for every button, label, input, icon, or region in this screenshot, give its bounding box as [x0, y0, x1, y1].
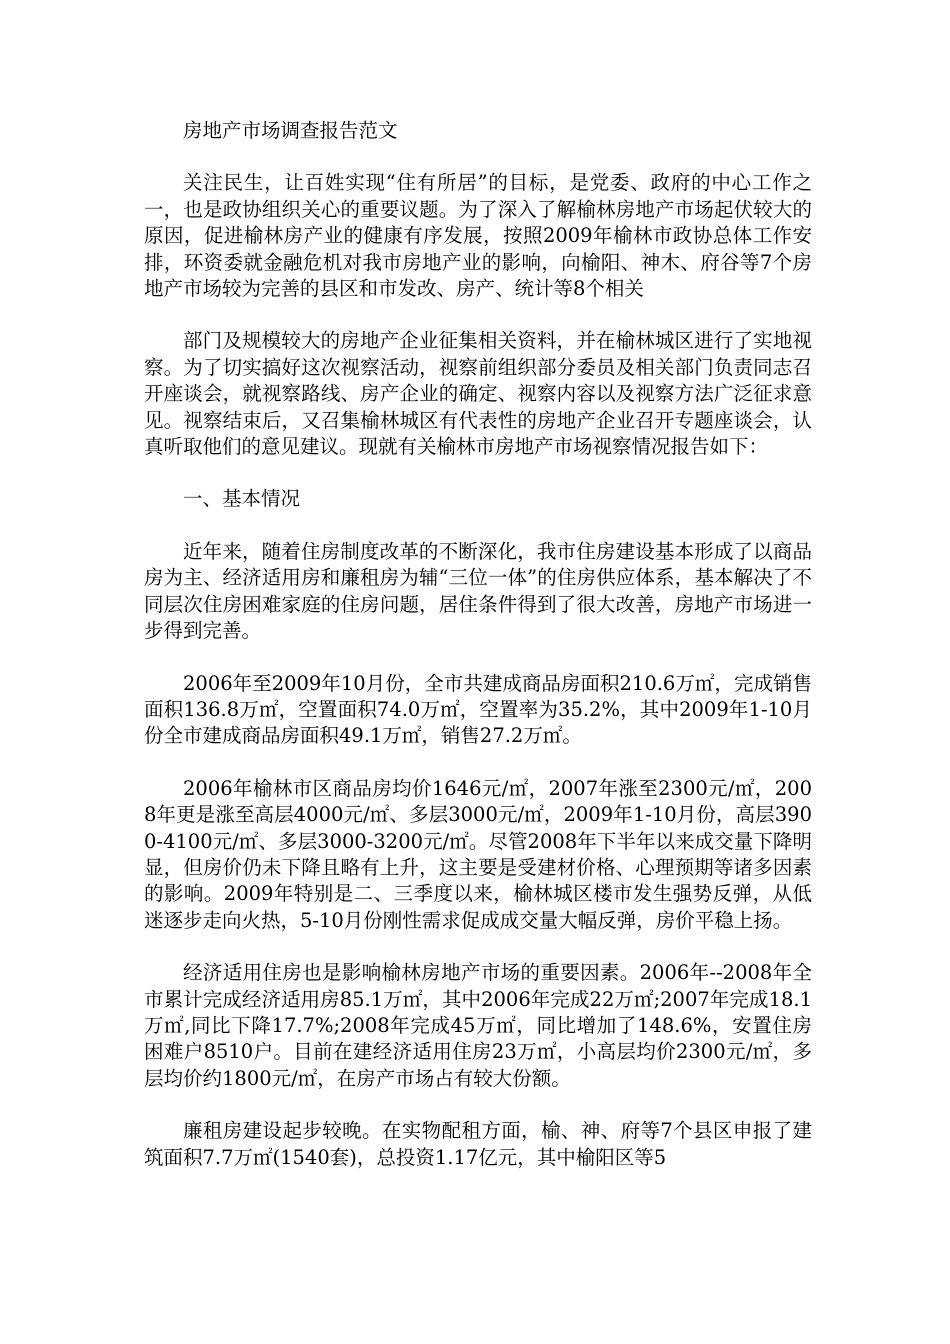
document-title: 房地产市场调查报告范文: [183, 119, 398, 142]
section-paragraph: 2006年榆林市区商品房均价1646元/㎡，2007年涨至2300元/㎡，2008年更是涨至高层4000元/㎡、多层3000元/㎡，2009年1-10月份，高层3900-4100元/㎡、多层3000-3200元/㎡。尽管2008年下半年以来成交量下降明显，但房价仍未下降且略有上升，这主要是受建材价格、心理预期等诸多因素的影响。2009年特别是二、三季度以来，榆林城区楼市发生强势反弹，从低迷逐步走向火热，5-10月份刚性需求促成成交量大幅反弹，房价平稳上扬。: [144, 776, 812, 932]
section-paragraph: 经济适用住房也是影响榆林房地产市场的重要因素。2006年--2008年全市累计完成经济适用房85.1万㎡，其中2006年完成22万㎡;2007年完成18.1万㎡,同比下降17.7%;2008年完成45万㎡，同比增加了148.6%，安置住房困难户8510户。目前在建经济适用住房23万㎡，小高层均价2300元/㎡，多层均价约1800元/㎡，在房产市场占有较大份额。: [144, 961, 812, 1090]
intro-paragraph: 关注民生，让百姓实现“住有所居”的目标，是党委、政府的中心工作之一，也是政协组织关心的重要议题。为了深入了解榆林房地产市场起伏较大的原因，促进榆林房产业的健康有序发展，按照2009年榆林市政协总体工作安排，环资委就金融危机对我市房地产业的影响，向榆阳、神木、府谷等7个房地产市场较为完善的县区和市发改、房产、统计等8个相关: [144, 171, 812, 301]
section-paragraph: 廉租房建设起步较晚。在实物配租方面，榆、神、府等7个县区申报了建筑面积7.7万㎡(1540套)，总投资1.17亿元，其中榆阳区等5: [144, 1119, 812, 1169]
section-paragraph: 近年来，随着住房制度改革的不断深化，我市住房建设基本形成了以商品房为主、经济适用房和廉租房为辅“三位一体”的住房供应体系，基本解决了不同层次住房困难家庭的住房问题，居住条件得到了很大改善，房地产市场进一步得到完善。: [144, 539, 812, 643]
section-heading: 一、基本情况: [183, 487, 301, 511]
document-body: [144, 118, 812, 1197]
intro-paragraph: 部门及规模较大的房地产企业征集相关资料，并在榆林城区进行了实地视察。为了切实搞好这次视察活动，视察前组织部分委员及相关部门负责同志召开座谈会，就视察路线、房产企业的确定、视察内容以及视察方法广泛征求意见。视察结束后，又召集榆林城区有代表性的房地产企业召开专题座谈会，认真听取他们的意见建议。现就有关榆林市房地产市场视察情况报告如下：: [144, 329, 812, 459]
section-paragraph: 2006年至2009年10月份，全市共建成商品房面积210.6万㎡，完成销售面积136.8万㎡，空置面积74.0万㎡，空置率为35.2%，其中2009年1-10月份全市建成商品房面积49.1万㎡，销售27.2万㎡。: [144, 671, 812, 748]
